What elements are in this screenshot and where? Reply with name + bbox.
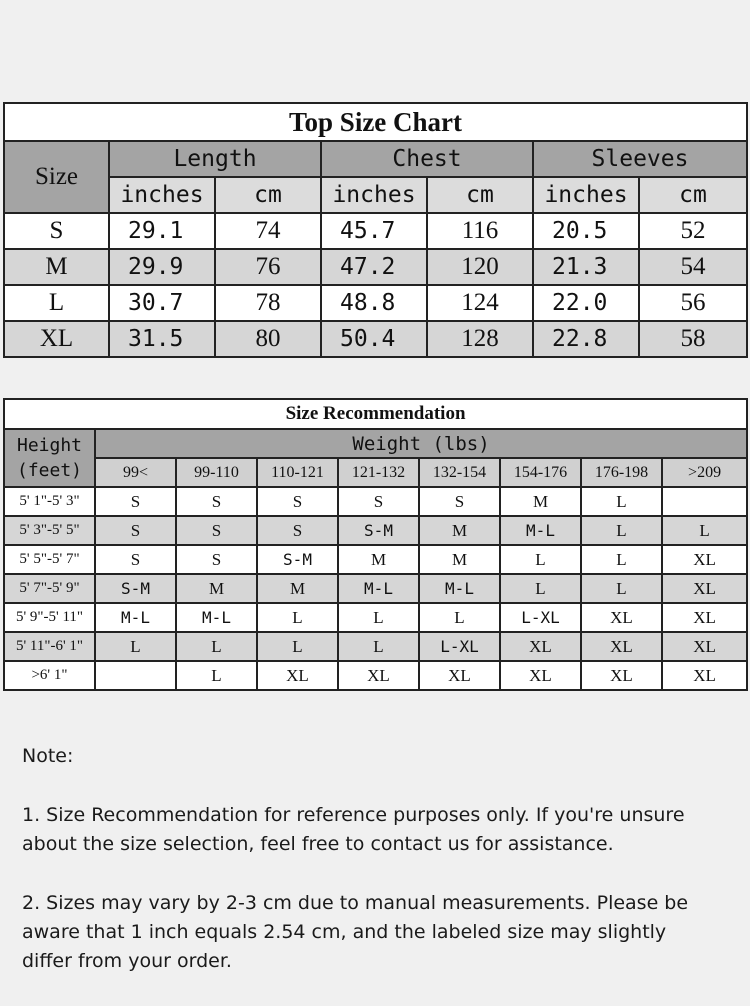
recommended-size-cell: M [500, 487, 581, 516]
chest-cm: 120 [427, 249, 533, 285]
size-recommendation-table [3, 398, 748, 691]
recommended-size-cell: L-XL [419, 632, 500, 661]
length-inches: 31.5 [109, 321, 215, 357]
recommended-size-cell: S [95, 516, 176, 545]
recommended-size-cell: S [257, 516, 338, 545]
table-row [4, 487, 747, 516]
recommendation-title: Size Recommendation [4, 399, 747, 429]
length-cm: 80 [215, 321, 321, 357]
recommended-size-cell: L [257, 632, 338, 661]
sleeves-cm: 58 [639, 321, 747, 357]
note-item: 1. Size Recommendation for reference purposes only. If you're unsure about the size selection, feel free to contact us for assistance. [22, 804, 685, 855]
table-row [4, 285, 747, 321]
chest-inches: 50.4 [321, 321, 427, 357]
length-inches: 30.7 [109, 285, 215, 321]
sleeves-inches: 21.3 [533, 249, 639, 285]
recommended-size-cell: L [419, 603, 500, 632]
recommended-size-cell: S [257, 487, 338, 516]
weight-group-header: Weight (lbs) [95, 429, 747, 458]
recommended-size-cell: XL [338, 661, 419, 690]
table-row [4, 603, 747, 632]
weight-range-header: 154-176 [500, 458, 581, 487]
length-group-header: Length [109, 141, 321, 177]
sleeves-group-header: Sleeves [533, 141, 747, 177]
length-inches: 29.1 [109, 213, 215, 249]
recommended-size-cell: L [581, 516, 662, 545]
recommended-size-cell: S [419, 487, 500, 516]
sleeves-cm: 54 [639, 249, 747, 285]
recommended-size-cell: XL [419, 661, 500, 690]
unit-header: inches [109, 177, 215, 213]
weight-range-header: 132-154 [419, 458, 500, 487]
recommended-size-cell: M-L [500, 516, 581, 545]
table-row [4, 545, 747, 574]
recommended-size-cell: M [257, 574, 338, 603]
size-label: M [4, 249, 109, 285]
note-item: 2. Sizes may vary by 2-3 cm due to manual measurements. Please be aware that 1 inch equals 2.54 cm, and the labeled size may slightly differ from your order. [22, 892, 689, 972]
recommended-size-cell: M [338, 545, 419, 574]
recommended-size-cell: L [176, 661, 257, 690]
height-range-label: 5' 11"-6' 1" [4, 632, 95, 661]
recommended-size-cell: M-L [176, 603, 257, 632]
recommended-size-cell: XL [257, 661, 338, 690]
recommended-size-cell: L [338, 632, 419, 661]
recommended-size-cell: L [500, 574, 581, 603]
recommended-size-cell: L [581, 574, 662, 603]
size-chart-title: Top Size Chart [4, 103, 747, 141]
table-row [4, 574, 747, 603]
recommended-size-cell: S-M [95, 574, 176, 603]
recommended-size-cell: XL [581, 661, 662, 690]
recommended-size-cell: L [500, 545, 581, 574]
table-row [4, 661, 747, 690]
recommended-size-cell: S [338, 487, 419, 516]
unit-header: inches [533, 177, 639, 213]
sleeves-cm: 56 [639, 285, 747, 321]
recommended-size-cell: S-M [257, 545, 338, 574]
recommended-size-cell: XL [662, 603, 747, 632]
sleeves-inches: 22.8 [533, 321, 639, 357]
recommended-size-cell [95, 661, 176, 690]
recommended-size-cell: L-XL [500, 603, 581, 632]
sleeves-cm: 52 [639, 213, 747, 249]
weight-range-header: 99< [95, 458, 176, 487]
recommended-size-cell: S [176, 487, 257, 516]
chest-group-header: Chest [321, 141, 533, 177]
recommended-size-cell: L [581, 545, 662, 574]
recommended-size-cell: XL [581, 603, 662, 632]
size-label: L [4, 285, 109, 321]
recommended-size-cell: M-L [338, 574, 419, 603]
recommended-size-cell: XL [662, 545, 747, 574]
unit-header: cm [427, 177, 533, 213]
chest-inches: 47.2 [321, 249, 427, 285]
chest-cm: 128 [427, 321, 533, 357]
recommended-size-cell: XL [500, 632, 581, 661]
chest-cm: 124 [427, 285, 533, 321]
height-range-label: 5' 3"-5' 5" [4, 516, 95, 545]
recommended-size-cell: XL [662, 661, 747, 690]
height-range-label: 5' 1"-5' 3" [4, 487, 95, 516]
recommended-size-cell [662, 487, 747, 516]
recommended-size-cell: L [176, 632, 257, 661]
height-column-header: Height (feet) [4, 429, 95, 487]
recommended-size-cell: XL [581, 632, 662, 661]
recommended-size-cell: L [338, 603, 419, 632]
unit-header: cm [639, 177, 747, 213]
length-inches: 29.9 [109, 249, 215, 285]
recommended-size-cell: M [419, 545, 500, 574]
weight-range-header: >209 [662, 458, 747, 487]
sleeves-inches: 22.0 [533, 285, 639, 321]
recommended-size-cell: L [581, 487, 662, 516]
recommended-size-cell: M [419, 516, 500, 545]
notes-section [22, 742, 722, 1006]
recommended-size-cell: S [176, 516, 257, 545]
table-row [4, 632, 747, 661]
top-size-chart-table [3, 102, 748, 358]
recommended-size-cell: M-L [419, 574, 500, 603]
chest-inches: 48.8 [321, 285, 427, 321]
recommended-size-cell: S [95, 545, 176, 574]
height-range-label: 5' 7"-5' 9" [4, 574, 95, 603]
length-cm: 76 [215, 249, 321, 285]
sleeves-inches: 20.5 [533, 213, 639, 249]
height-range-label: >6' 1" [4, 661, 95, 690]
recommended-size-cell: S-M [338, 516, 419, 545]
recommendation-rows [4, 487, 747, 690]
height-range-label: 5' 9"-5' 11" [4, 603, 95, 632]
unit-header: cm [215, 177, 321, 213]
chest-cm: 116 [427, 213, 533, 249]
height-range-label: 5' 5"-5' 7" [4, 545, 95, 574]
recommended-size-cell: S [95, 487, 176, 516]
table-row [4, 321, 747, 357]
recommended-size-cell: L [257, 603, 338, 632]
recommended-size-cell: XL [662, 574, 747, 603]
size-label: XL [4, 321, 109, 357]
size-column-header: Size [4, 141, 109, 213]
recommended-size-cell: L [95, 632, 176, 661]
table-row [4, 249, 747, 285]
chest-inches: 45.7 [321, 213, 427, 249]
recommended-size-cell: L [662, 516, 747, 545]
weight-range-header: 99-110 [176, 458, 257, 487]
recommended-size-cell: XL [500, 661, 581, 690]
recommended-size-cell: XL [662, 632, 747, 661]
weight-range-header: 121-132 [338, 458, 419, 487]
unit-header: inches [321, 177, 427, 213]
recommended-size-cell: S [176, 545, 257, 574]
recommended-size-cell: M-L [95, 603, 176, 632]
recommended-size-cell: M [176, 574, 257, 603]
weight-range-header: 110-121 [257, 458, 338, 487]
length-cm: 78 [215, 285, 321, 321]
weight-range-header: 176-198 [581, 458, 662, 487]
length-cm: 74 [215, 213, 321, 249]
table-row [4, 516, 747, 545]
notes-heading: Note: [22, 745, 74, 767]
size-label: S [4, 213, 109, 249]
table-row [4, 213, 747, 249]
